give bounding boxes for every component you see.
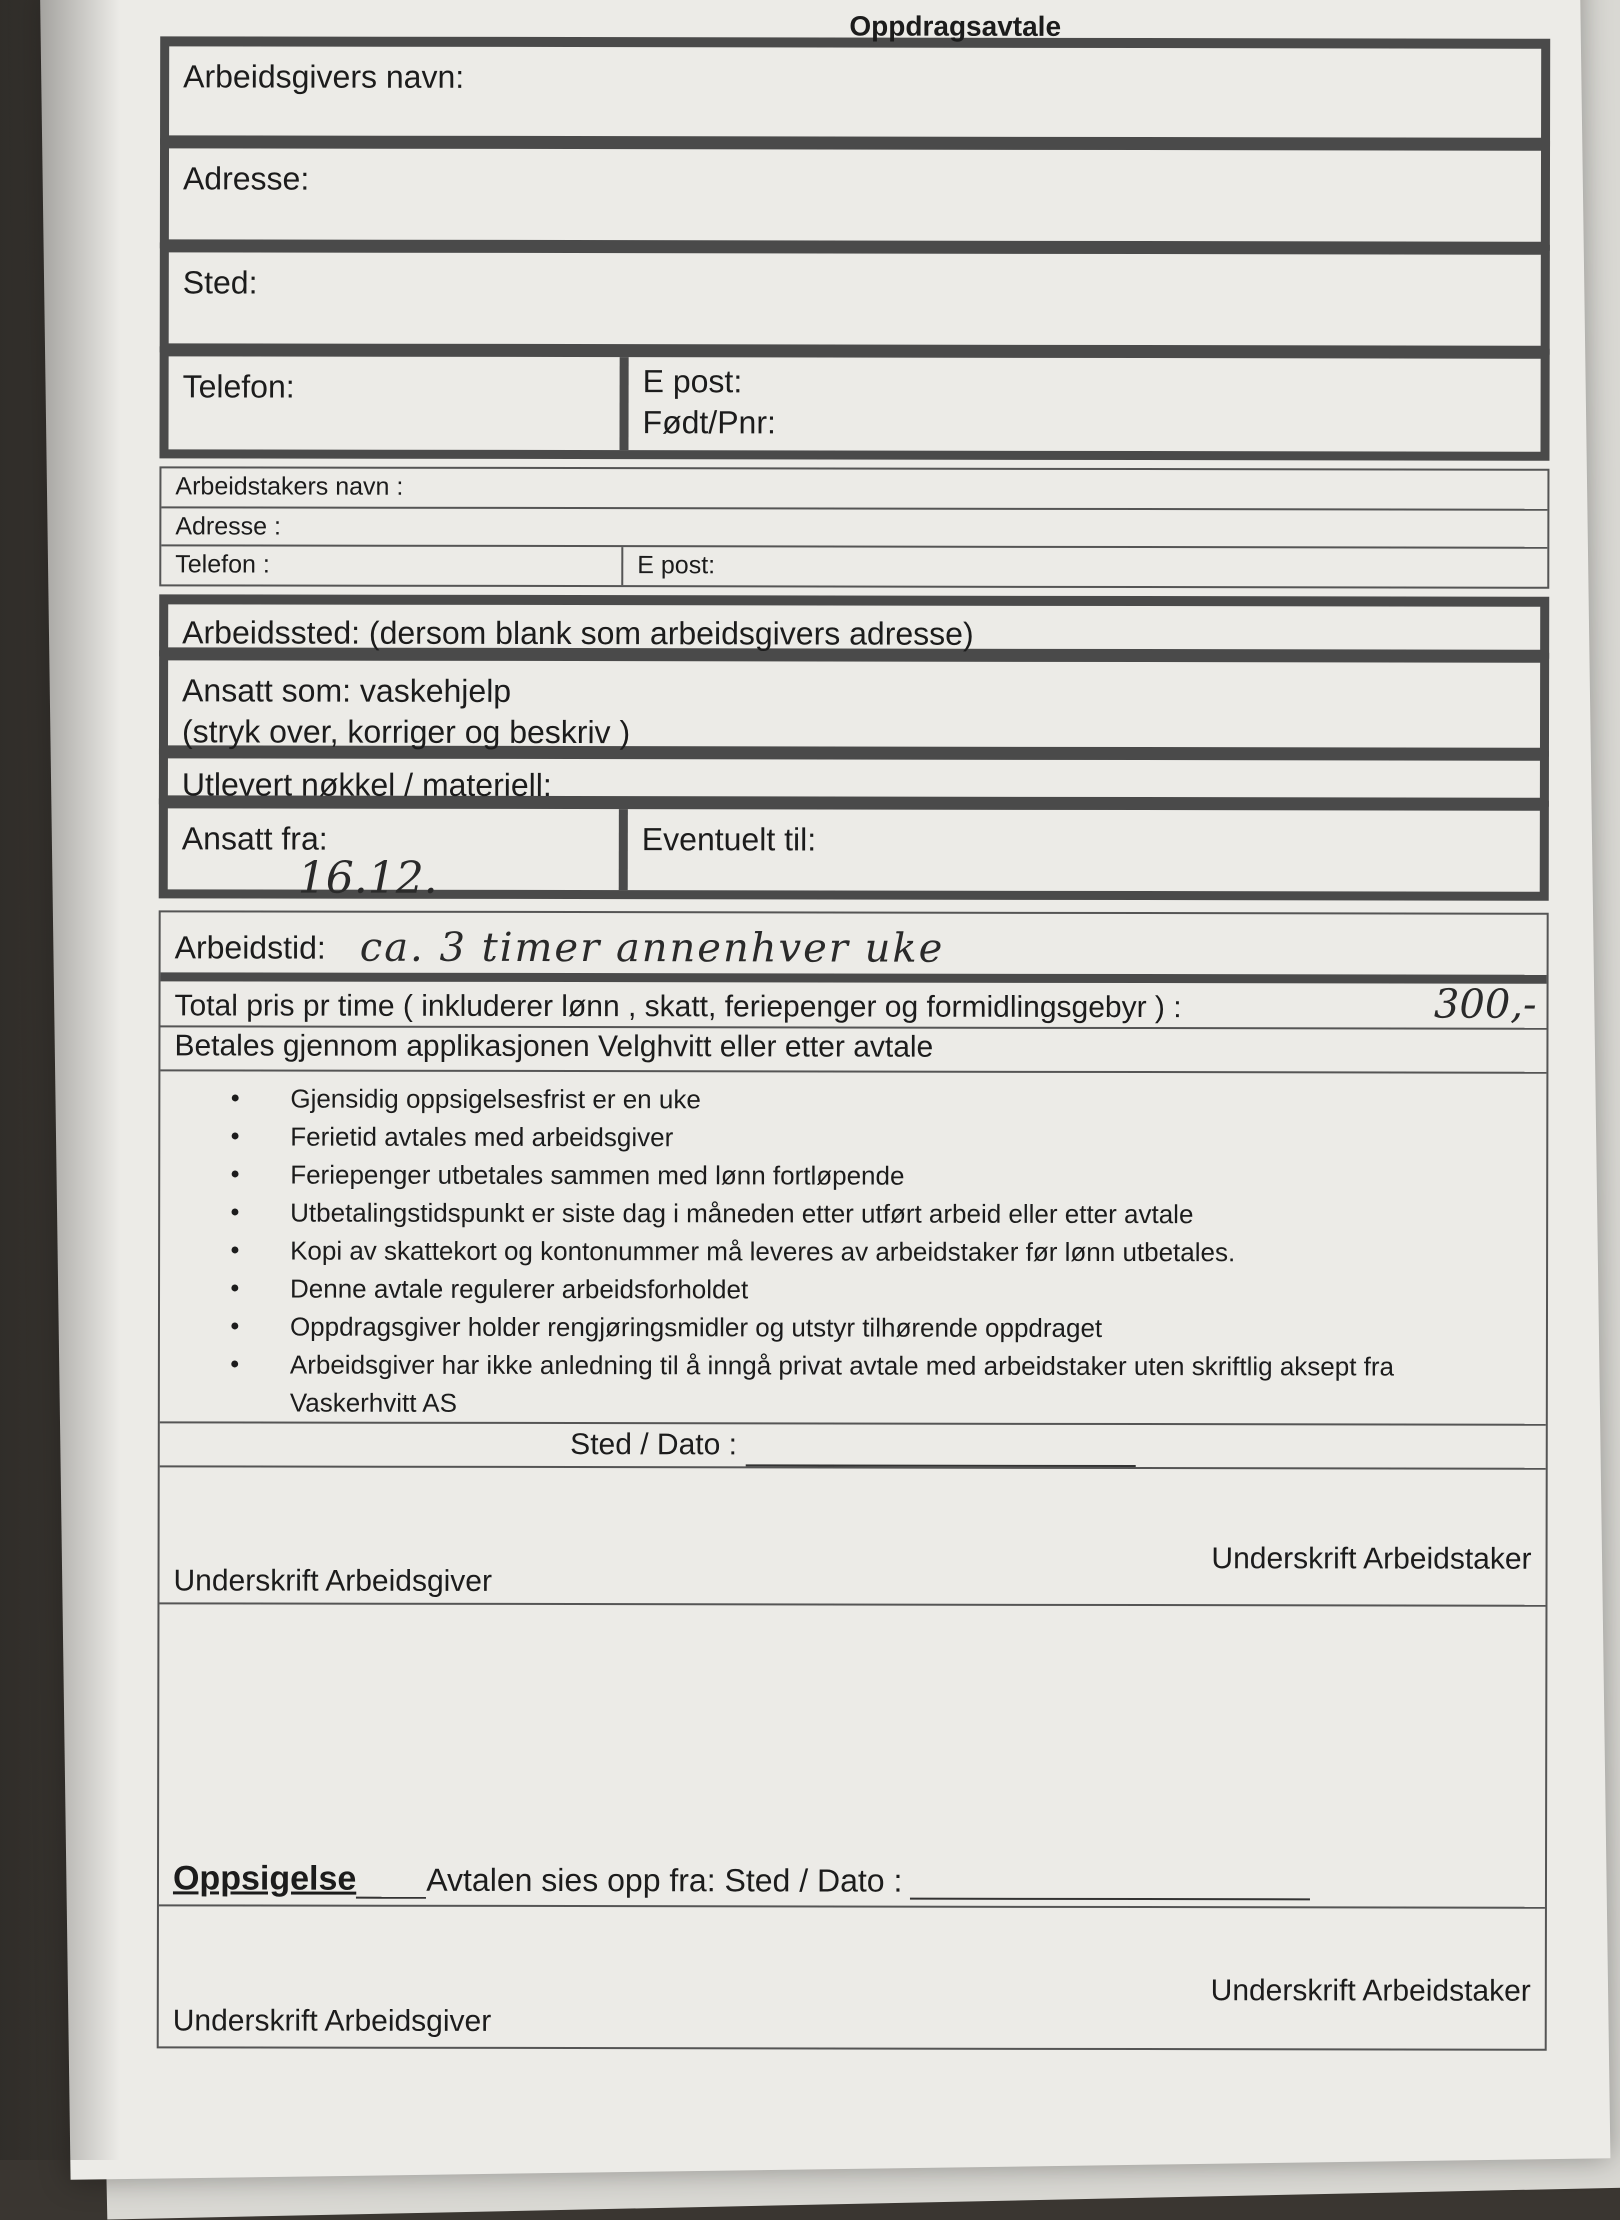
workplace-field[interactable] <box>159 594 1549 658</box>
employee-phone-field[interactable] <box>161 546 623 585</box>
signature-row <box>159 1467 1545 1606</box>
employee-phone-label: Telefon : <box>175 550 270 579</box>
terms-list <box>160 1071 1547 1423</box>
terms-item: ● Utbetalingstidspunkt er siste dag i måneden etter utført arbeid eller etter avtale <box>230 1193 1546 1233</box>
place-date-label: Sted / Dato : <box>570 1428 737 1462</box>
terms-item: ● Feriepenger utbetales sammen med lønn fortløpende <box>230 1155 1546 1195</box>
employer-email-label: E post: <box>642 363 743 400</box>
terms-item: ● Kopi av skattekort og kontonummer må leveres av arbeidstaker før lønn utbetales. <box>230 1231 1546 1271</box>
working-hours-value: ca. 3 timer annenhver uke <box>359 924 945 972</box>
terms-item: ● Gjensidig oppsigelsesfrist er en uke <box>230 1079 1546 1119</box>
working-hours-label: Arbeidstid: <box>174 929 326 966</box>
employer-address-field[interactable] <box>160 138 1550 250</box>
employed-as-label: Ansatt som: vaskehjelp <box>182 672 512 709</box>
employed-as-field[interactable] <box>159 650 1549 756</box>
place-date-row[interactable] <box>160 1421 1546 1469</box>
employee-name-field[interactable] <box>161 468 1547 510</box>
employer-address-label: Adresse: <box>182 160 310 197</box>
termination-row <box>159 1604 1546 1908</box>
employee-address-label: Adresse : <box>175 512 281 541</box>
employed-from-value: 16.12. <box>297 852 438 904</box>
employer-place-label: Sted: <box>182 264 258 301</box>
employer-phone-field[interactable] <box>168 356 628 450</box>
working-hours-field[interactable] <box>161 912 1547 983</box>
employed-until-field[interactable] <box>628 809 1540 892</box>
price-field[interactable] <box>160 981 1546 1029</box>
employed-as-note: (stryk over, korriger og beskriv ) <box>181 713 631 751</box>
termination-title: Oppsigelse <box>172 1859 357 1898</box>
price-label: Total pris pr time ( inkluderer lønn , skatt, feriepenger og formidlingsgebyr ) : <box>174 989 1182 1025</box>
workplace-label: Arbeidssted: (dersom blank som arbeidsgivers adresse) <box>182 614 974 652</box>
key-material-field[interactable] <box>159 748 1549 806</box>
shadow-overlay <box>0 0 120 2160</box>
termination-blank[interactable] <box>910 1870 1310 1901</box>
payment-row <box>160 1027 1546 1073</box>
terms-section <box>157 910 1549 2050</box>
termination-label: Avtalen sies opp fra: Sted / Dato : <box>426 1861 903 1899</box>
signature-row-2 <box>159 1906 1545 2048</box>
price-value: 300,- <box>1433 981 1537 1028</box>
signature-employer-label: Underskrift Arbeidsgiver <box>173 1564 493 1598</box>
termination-line <box>173 1859 1310 1900</box>
employer-email-field[interactable] <box>628 357 1540 452</box>
employer-birth-label: Født/Pnr: <box>642 404 776 441</box>
employee-block <box>159 466 1549 588</box>
signature-employer-label-2: Underskrift Arbeidsgiver <box>172 2004 492 2038</box>
employed-until-label: Eventuelt til: <box>641 821 817 858</box>
contract-form <box>157 8 1551 2050</box>
payment-label: Betales gjennom applikasjonen Velghvitt eller etter avtale <box>174 1029 934 1064</box>
terms-item: ● Ferietid avtales med arbeidsgiver <box>230 1117 1546 1157</box>
employee-address-field[interactable] <box>161 508 1547 548</box>
employee-email-label: E post: <box>637 551 716 580</box>
form-title: Oppdragsavtale <box>849 10 1062 42</box>
place-date-blank[interactable] <box>745 1436 1135 1467</box>
signature-employee-label-2: Underskrift Arbeidstaker <box>1210 1974 1531 2008</box>
paper <box>40 0 1610 2180</box>
employer-contact-row <box>159 346 1549 460</box>
terms-item: ● Oppdragsgiver holder rengjøringsmidler og utstyr tilhørende oppdraget <box>230 1307 1546 1347</box>
termination-divider <box>356 1887 426 1899</box>
employment-period-row <box>159 798 1549 904</box>
key-material-label: Utlevert nøkkel / materiell: <box>181 766 552 804</box>
employer-name-field[interactable] <box>160 36 1550 146</box>
employed-from-field[interactable] <box>168 808 628 904</box>
terms-item: ● Arbeidsgiver har ikke anledning til å inngå privat avtale med arbeidstaker uten skriftlig aksept fra Vaskerhvitt AS <box>230 1345 1546 1423</box>
employee-email-field[interactable] <box>623 547 1547 587</box>
employed-from-label: Ansatt fra: <box>181 820 328 857</box>
terms-item: ● Denne avtale regulerer arbeidsforholdet <box>230 1269 1546 1309</box>
employee-contact-row <box>161 546 1547 586</box>
employer-name-label: Arbeidsgivers navn: <box>183 58 465 95</box>
employer-phone-label: Telefon: <box>182 368 295 405</box>
employer-place-field[interactable] <box>160 242 1550 354</box>
employee-name-label: Arbeidstakers navn : <box>175 472 404 501</box>
signature-employee-label: Underskrift Arbeidstaker <box>1211 1542 1532 1576</box>
